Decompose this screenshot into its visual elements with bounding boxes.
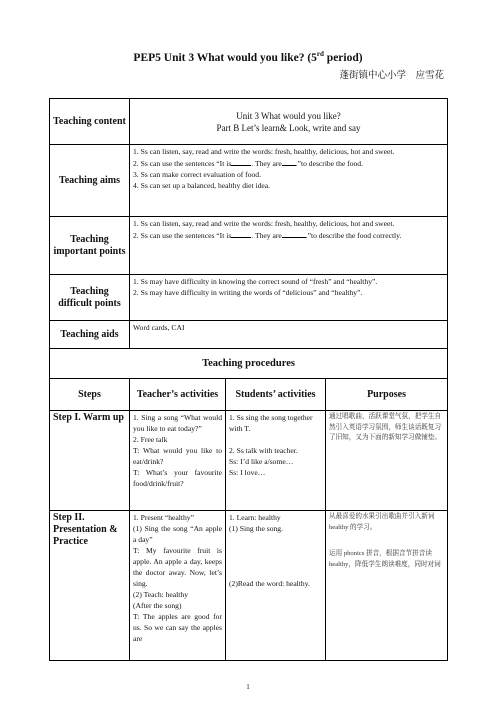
teaching-content-value: Unit 3 What would you like? Part B Let’s learn& Look, write and say <box>130 99 448 145</box>
difficult-points-value: 1. Ss may have difficulty in knowing the correct sound of “fresh” and “healthy”. 2. Ss may have difficulty in writing the words of “delicious” and “healthy”. <box>130 275 448 321</box>
step-2-teacher: 1. Present “healthy” (1) Sing the song “An apple a day” T: My favourite fruit is apple. An apple a day, keeps the doctor away. Now, let’s sing. (2) Teach: healthy (After the song) T: The apples are good for us. So we can say the apples are <box>130 511 226 661</box>
row-step-1 <box>50 411 448 511</box>
label-teaching-content: Teaching content <box>50 99 130 145</box>
header-steps: Steps <box>50 379 130 411</box>
author-line: 蓬街镇中心小学 应雪花 <box>339 71 444 81</box>
row-procedures-title <box>50 349 448 379</box>
row-procedures-headers <box>50 379 448 411</box>
row-teaching-content <box>50 99 448 145</box>
header-teacher: Teacher’s activities <box>130 379 226 411</box>
important-points-value: 1. Ss can listen, say, read and write the words: fresh, healthy, delicious, hot and sweet. 2. Ss can use the sentences “It is . They are .”to describe the food correctly. <box>130 217 448 275</box>
step-2-purpose: 从最喜爱的水果引出歌曲并引入新词 healthy 的学习。 运用 phonics 拼音，根据音节拼音读 healthy，降低学生朗读难度，同时对词 <box>326 511 448 661</box>
label-difficult-points: Teaching difficult points <box>50 275 130 321</box>
teaching-aids-value: Word cards, CAI <box>130 321 448 349</box>
step-1-students: 1. Ss sing the song together with T. 2. Ss talk with teacher. Ss: I’d like a/some… Ss: I love… <box>226 411 326 511</box>
row-teaching-aims <box>50 145 448 217</box>
label-important-points: Teaching important points <box>50 217 130 275</box>
page-number: 1 <box>246 683 250 691</box>
step-1-label: Step I. Warm up <box>50 411 130 511</box>
step-1-purpose: 通过唱歌曲，活跃课堂气氛，把学生自然引入英语学习氛围，师生谈话既复习了旧知，又为下面的新知学习做铺垫。 <box>326 411 448 511</box>
procedures-title: Teaching procedures <box>50 349 448 379</box>
label-teaching-aids: Teaching aids <box>50 321 130 349</box>
document-title: PEP5 Unit 3 What would you like? (5rd period) <box>133 50 363 64</box>
step-2-students: 1. Learn: healthy (1) Sing the song. (2)Read the word: healthy. <box>226 511 326 661</box>
row-important-points <box>50 217 448 275</box>
header-purposes: Purposes <box>326 379 448 411</box>
row-difficult-points <box>50 275 448 321</box>
header-students: Students’ activities <box>226 379 326 411</box>
step-1-teacher: 1. Sing a song “What would you like to eat today?” 2. Free talk T: What would you like to eat/drink? T: What’s your favourite food/drink/fruit? <box>130 411 226 511</box>
lesson-plan-table <box>49 98 448 661</box>
label-teaching-aims: Teaching aims <box>50 145 130 217</box>
row-step-2 <box>50 511 448 661</box>
step-2-label: Step II. Presentation & Practice <box>50 511 130 661</box>
teaching-aims-value: 1. Ss can listen, say, read and write the words: fresh, healthy, delicious, hot and sweet. 2. Ss can use the sentences “It is . They are .”to describe the food. 3. Ss can make correct evaluation of food. 4. Ss can set up a balanced, healthy diet idea. <box>130 145 448 217</box>
row-teaching-aids <box>50 321 448 349</box>
